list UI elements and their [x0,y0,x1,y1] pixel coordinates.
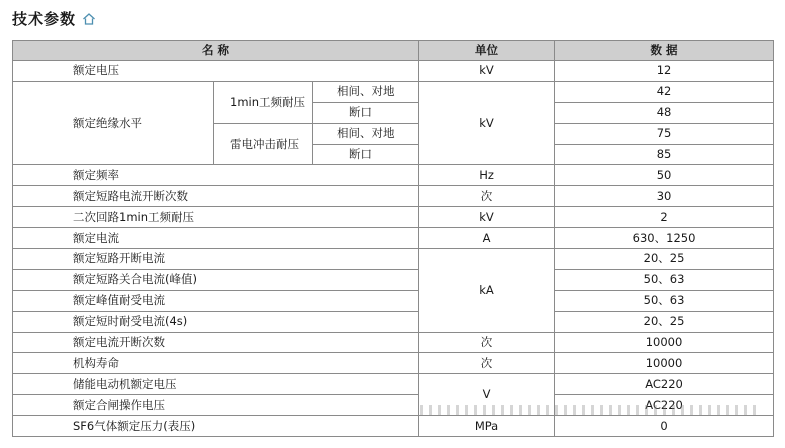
header-unit: 单位 [419,41,555,61]
row-name: 额定电流开断次数 [13,332,419,353]
row-value: 50 [555,165,774,186]
table-row [13,416,774,437]
table-row [13,332,774,353]
table-row [13,311,774,332]
row-name: 额定短路开断电流 [13,249,419,270]
header-name: 名 称 [13,41,419,61]
row-unit: kA [419,249,555,333]
row-value: AC220 [555,395,774,416]
sub-label: 断口 [313,144,419,165]
row-value: 10000 [555,353,774,374]
spec-table [12,40,774,437]
row-unit: kV [419,207,555,228]
section-title: 技术参数 [12,9,77,28]
row-name: 二次回路1min工频耐压 [13,207,419,228]
table-row [13,165,774,186]
row-value: 50、63 [555,290,774,311]
sub-label: 相间、对地 [313,123,419,144]
row-name: 额定短路关合电流(峰值) [13,269,419,290]
row-value: 50、63 [555,269,774,290]
table-row [13,186,774,207]
table-header-row [13,41,774,61]
table-row [13,249,774,270]
sub-label: 断口 [313,102,419,123]
table-row [13,207,774,228]
row-value: 20、25 [555,311,774,332]
home-icon[interactable] [82,11,96,25]
table-row [13,269,774,290]
row-unit: 次 [419,353,555,374]
row-value: 30 [555,186,774,207]
row-value: 75 [555,123,774,144]
group-label: 1min工频耐压 [214,81,313,123]
table-row [13,353,774,374]
section-heading [12,7,96,29]
group-label: 雷电冲击耐压 [214,123,313,165]
row-unit: V [419,374,555,416]
header-value: 数 据 [555,41,774,61]
row-unit: A [419,228,555,249]
watermark [420,405,760,415]
row-name: 额定合闸操作电压 [13,395,419,416]
row-name: 额定短路电流开断次数 [13,186,419,207]
row-value: 20、25 [555,249,774,270]
row-unit: Hz [419,165,555,186]
row-name: 额定短时耐受电流(4s) [13,311,419,332]
row-unit: 次 [419,186,555,207]
table-row [13,61,774,82]
table-row [13,374,774,395]
row-name: SF6气体额定压力(表压) [13,416,419,437]
row-value: 85 [555,144,774,165]
row-value: 630、1250 [555,228,774,249]
row-value: 2 [555,207,774,228]
row-value: AC220 [555,374,774,395]
row-unit: MPa [419,416,555,437]
row-name: 机构寿命 [13,353,419,374]
row-name: 额定绝缘水平 [13,81,214,165]
row-unit: 次 [419,332,555,353]
row-name: 额定电流 [13,228,419,249]
row-name: 额定频率 [13,165,419,186]
row-value: 0 [555,416,774,437]
table-row [13,290,774,311]
row-unit: kV [419,81,555,165]
sub-label: 相间、对地 [313,81,419,102]
row-name: 额定峰值耐受电流 [13,290,419,311]
row-name: 额定电压 [13,61,419,82]
row-value: 12 [555,61,774,82]
row-unit: kV [419,61,555,82]
row-value: 48 [555,102,774,123]
row-value: 42 [555,81,774,102]
row-name: 储能电动机额定电压 [13,374,419,395]
row-value: 10000 [555,332,774,353]
table-row [13,228,774,249]
table-row [13,81,774,102]
